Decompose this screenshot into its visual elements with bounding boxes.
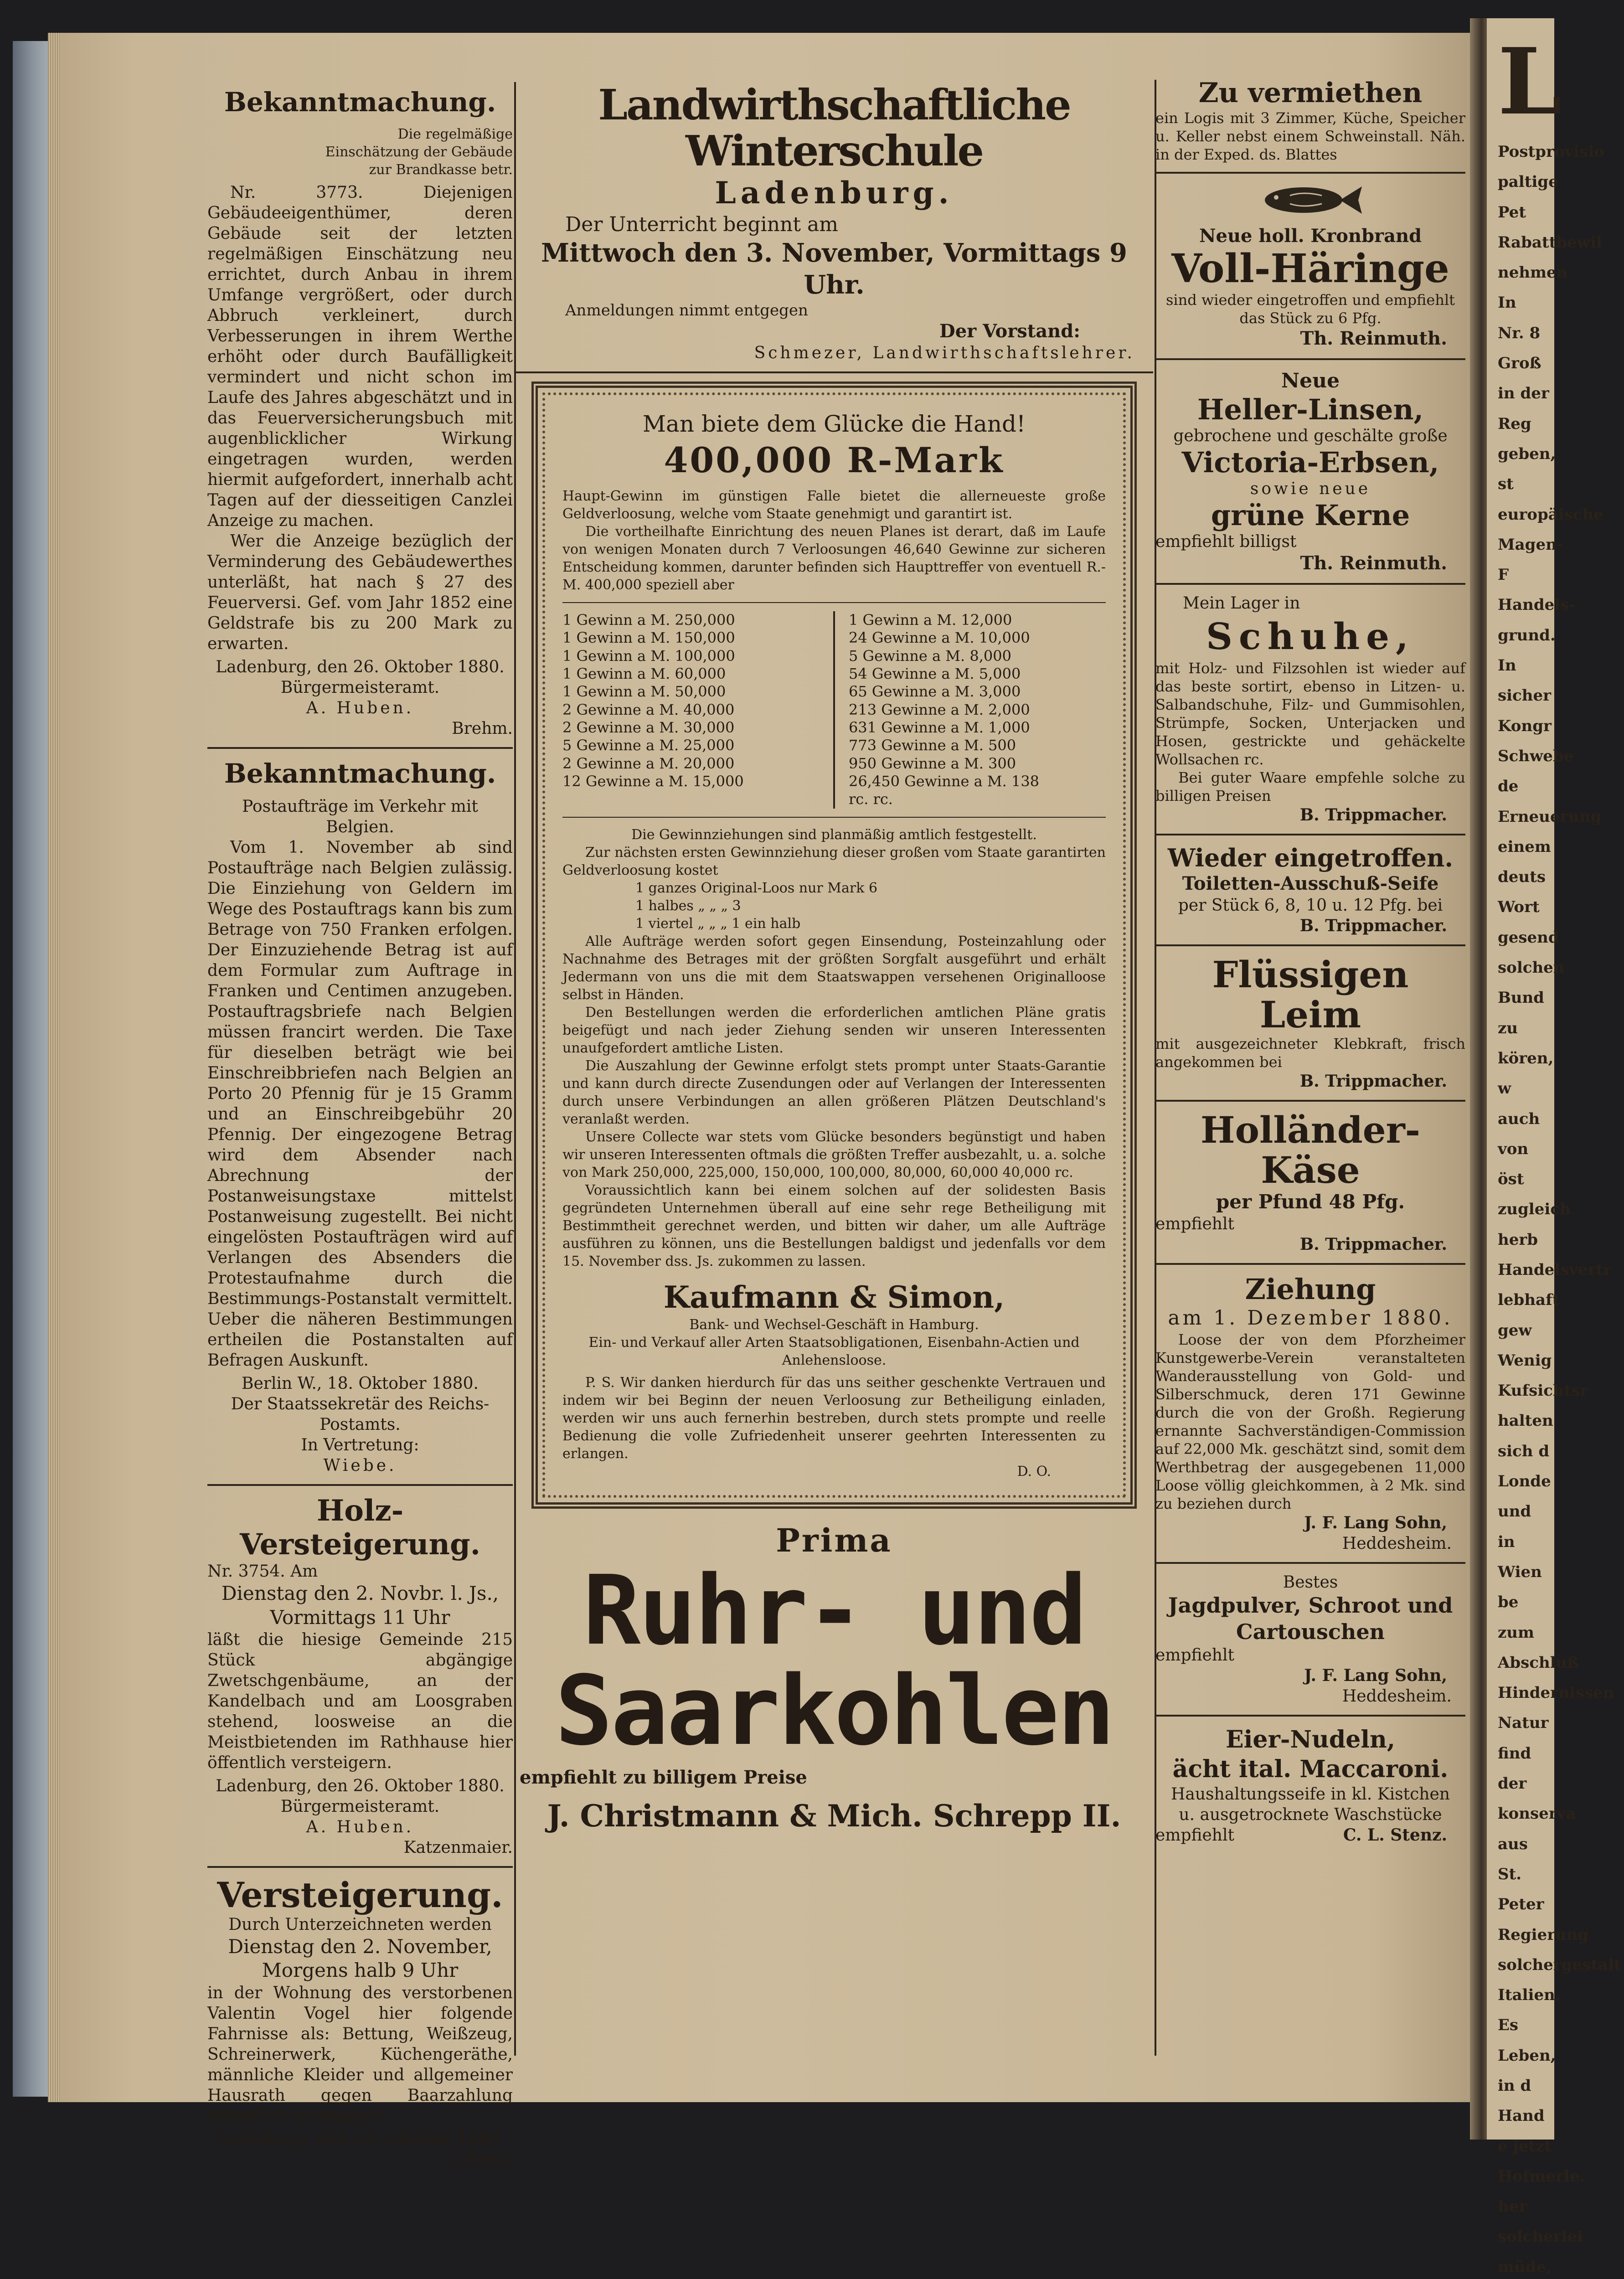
- cheese-line: per Pfund 48 Pfg.: [1216, 1190, 1405, 1213]
- next-page-line: Hofmerle.: [1498, 2167, 1585, 2186]
- next-page-line: lebhaft gew: [1498, 1291, 1560, 1340]
- next-page-line: Rabattbewil: [1498, 233, 1602, 252]
- lottery-price: 1 halbes „ „ „ 3: [635, 897, 741, 914]
- next-page-line: halten sich d: [1498, 1412, 1553, 1460]
- notice-date: Ladenburg, den 26. Oktober 1880.: [216, 1777, 505, 1796]
- notice-body: Nr. 3773. Diejenigen Gebäudeeigenthümer, deren Gebäude seit der letzten regelmäßigen Einschätzung neu errichtet, durch Anbau in ihrem Umfange vergrößert, oder durch Abbruch verkleinert, durch Verbesserungen in ihrem Werthe erhöht oder durch Baufälligkeit vermindert und nicht schon im Laufe des Jahres abgeschätzt und in das Feuerversicherungsbuch mit augenblicklicher Wirkung eingetragen wurden, werden hiermit aufgefordert, innerhalb acht Tagen auf der diesseitigen Canzlei Anzeige zu machen.: [207, 183, 513, 530]
- prize-row: 2 Gewinne a M. 30,000: [562, 719, 735, 737]
- powder-signer: J. F. Lang Sohn,: [1304, 1666, 1447, 1686]
- prize-row: 1 Gewinn a M. 250,000: [562, 611, 735, 629]
- lottery-headline: Man biete dem Glücke die Hand!: [642, 411, 1026, 438]
- next-page-line: paltige Pet: [1498, 173, 1558, 222]
- lottery-ad: [531, 382, 1137, 1509]
- prize-row: 950 Gewinne a M. 300: [849, 754, 1016, 772]
- lottery-firm: Kaufmann & Simon,: [663, 1279, 1005, 1315]
- divider: [1155, 1100, 1465, 1102]
- prize-row: 773 Gewinne a M. 500: [849, 737, 1016, 754]
- legumes-title: Victoria-Erbsen,: [1181, 445, 1439, 479]
- powder-line: Bestes: [1283, 1573, 1338, 1592]
- cheese-title: Holländer-Käse: [1201, 1108, 1420, 1191]
- divider: [1155, 1263, 1465, 1265]
- next-page-line: Hand e jetzt: [1498, 2107, 1552, 2155]
- legumes-line: sowie neue: [1250, 480, 1371, 499]
- lottery-intro: Haupt-Gewinn im günstigen Falle bietet die allerneueste große Geldverloosung, welche vom Staate genehmigt und garantirt ist.: [562, 488, 1106, 522]
- school-line: Der Unterricht beginnt am: [565, 212, 839, 236]
- notice-when: Vormittags 11 Uhr: [270, 1606, 450, 1629]
- notice-office: Der Staatssekretär des Reichs-Postamts.: [231, 1395, 490, 1434]
- next-page-line: L: [1498, 28, 1562, 135]
- prize-row: 26,450 Gewinne a M. 138: [849, 773, 1040, 790]
- lottery-ps-sign: D. O.: [1017, 1464, 1051, 1480]
- next-page-line: zum Abschluß: [1498, 1623, 1579, 1672]
- lottery-intro: Die vortheilhafte Einrichtung des neuen Planes ist derart, daß im Laufe von wenigen Monaten durch 7 Verloosungen 46,640 Gewinne zur sicheren Entscheidung kommen, darunter befinden sich Haupttreffer von eventuell R.-M. 400,000 speziell aber: [562, 523, 1106, 593]
- next-page-line: Handelsvertr: [1498, 1260, 1612, 1279]
- notice-office: Bürgermeisteramt.: [280, 678, 440, 697]
- legumes-line: empfiehlt billigst: [1155, 532, 1297, 552]
- next-page-line: Londe und: [1498, 1472, 1551, 1521]
- draw-body: Loose der von dem Pforzheimer Kunstgewerbe-Verein veranstalteten Wanderausstellung von Gold- und Silberschmuck, deren 171 Gewinne durch die von der Großh. Regierung ernannte Sachverständigen-Commission auf 22,000 Mk. geschätzt sind, somit dem Werthbetrag der ausgegebenen 11,000 Loose völlig gleichkommen, à 2 Mk. sind zu beziehen durch: [1155, 1331, 1465, 1513]
- next-page-line: Groß: [1498, 354, 1542, 373]
- lottery-text: Zur nächsten ersten Gewinnziehung dieser großen vom Staate garantirten Geldverloosung kostet: [562, 844, 1106, 878]
- notice-deputy: In Vertretung:: [301, 1436, 419, 1454]
- next-page-line: Erneuerung: [1498, 807, 1602, 826]
- next-page-line: zugleich herb: [1498, 1200, 1571, 1249]
- prize-list-right: [849, 611, 1106, 809]
- school-title: Landwirthschaftliche Winterschule: [598, 80, 1070, 176]
- notice-date: Ladenburg, den 26. Oktober 1880.: [216, 657, 505, 676]
- next-page-line: Handels-: [1498, 596, 1576, 614]
- shoes-body: Bei guter Waare empfehle solche zu billigen Preisen: [1155, 769, 1465, 805]
- prize-row: 12 Gewinne a M. 15,000: [562, 773, 744, 790]
- coal-sellers: J. Christmann & Mich. Schrepp II.: [547, 1798, 1121, 1834]
- lottery-firm-sub: Ein- und Verkauf aller Arten Staatsobligationen, Eisenbahn-Actien und Anlehensloose.: [588, 1335, 1080, 1369]
- noodles-signer: C. L. Stenz.: [1343, 1825, 1447, 1845]
- soap-title: Wieder eingetroffen.: [1167, 843, 1454, 873]
- noodles-title: ächt ital. Maccaroni.: [1172, 1755, 1449, 1784]
- divider: [562, 817, 1106, 818]
- notice-body: Vom 1. November ab sind Postaufträge nach Belgien zulässig. Die Einziehung von Geldern im Wege des Postauftrags kann bis zum Betrage von 750 Franken erfolgen. Der Einzuziehende Betrag ist auf dem Formular zum Auftrage in Franken und Centimen anzugeben. Postauftragsbriefe nach Belgien müssen francirt werden. Die Taxe für dieselben beträgt wie bei Einschreibbriefen nach Belgien an Porto 20 Pfennig für je 15 Gramm und an Einschreibgebühr 20 Pfennig. Der eingezogene Betrag wird dem Absender nach Abrechnung der Postanweisungstaxe mittelst Postanweisung zugestellt. Bei nicht eingelösten Postaufträgen wird auf Verlangen des Absenders die Protestaufnahme durch die Bestimmungs-Postanstalt vermittelt. Ueber die näheren Bestimmungen ertheilen die Postanstalten auf Befragen Auskunft.: [207, 838, 513, 1370]
- draw-title: Ziehung: [1245, 1273, 1376, 1306]
- notice-body: läßt die hiesige Gemeinde 215 Stück abgängige Zwetschgenbäume, an der Kandelbach und am Loosgraben stehend, loosweise an die Meistbietenden im Rathhause hier öffentlich versteigern.: [207, 1630, 513, 1773]
- divider: [562, 602, 1106, 603]
- shoes-title: Schuhe,: [1206, 615, 1415, 658]
- coal-sub: empfiehlt zu billigem Preise: [520, 1766, 807, 1788]
- lottery-amount: 400,000 R-Mark: [664, 439, 1005, 480]
- notice-title: Bekanntmachung.: [224, 758, 496, 789]
- prize-row: 24 Gewinne a M. 10,000: [849, 629, 1030, 647]
- prize-row: rc. rc.: [849, 790, 893, 808]
- noodles-line: u. ausgetrocknete Waschstücke: [1179, 1805, 1442, 1825]
- notice-title: Versteigerung.: [239, 1527, 481, 1562]
- powder-title: Jagdpulver, Schroot und: [1168, 1593, 1453, 1618]
- divider: [1155, 358, 1465, 360]
- next-page-line: auch von öst: [1498, 1109, 1540, 1189]
- powder-line: empfiehlt: [1155, 1646, 1234, 1665]
- notice-intro: Durch Unterzeichneten werden: [228, 1915, 492, 1934]
- notice-date: Berlin W., 18. Oktober 1880.: [242, 1374, 479, 1393]
- legumes-line: Neue: [1281, 369, 1340, 392]
- lottery-text: Alle Aufträge werden sofort gegen Einsendung, Posteinzahlung oder Nachnahme des Betrages mit der größten Sorgfalt ausgeführt und erhält Jedermann von uns die mit dem Staatswappen versehenen Originalloose selbst in Händen.: [562, 933, 1106, 1003]
- prize-row: 54 Gewinne a M. 5,000: [849, 665, 1021, 682]
- school-place: Ladenburg.: [715, 175, 954, 211]
- herring-title: Voll-Häringe: [1171, 246, 1449, 292]
- notice-body: in der Wohnung des verstorbenen Valentin Vogel hier folgende Fahrnisse als: Bettung, Weißzeug, Schreinerwerk, Küchengeräthe, männliche Kleider und allgemeiner Hausrath gegen Baarzahlung öffentlich versteigert.: [207, 1983, 513, 2125]
- next-page-line: der konserva: [1498, 1774, 1576, 1823]
- lottery-text: Voraussichtlich kann bei einem solchen auf der solidesten Basis gegründeten Unternehmen überall auf eine sehr rege Betheiligung mit Bestimmtheit gerechnet werden, und bitten wir daher, um alle Aufträge ausführen zu können, uns die Bestellungen baldigst und jedenfalls vor dem 15. November dss. Js. zukommen zu lassen.: [562, 1182, 1106, 1269]
- next-page-line: Hindernissen: [1498, 1684, 1614, 1702]
- herring-signer: Th. Reinmuth.: [1300, 327, 1447, 349]
- school-board: Der Vorstand:: [939, 320, 1080, 342]
- glue-title: Flüssigen Leim: [1212, 953, 1409, 1036]
- notice-clerk: Katzenmaier.: [403, 1838, 513, 1857]
- fish-icon: [1258, 182, 1363, 218]
- prize-row: 213 Gewinne a M. 2,000: [849, 701, 1030, 718]
- prize-row: 1 Gewinn a M. 12,000: [849, 611, 1012, 629]
- divider: [1155, 172, 1465, 174]
- herring-body: sind wieder eingetroffen und empfiehlt das Stück zu 6 Pfg.: [1165, 291, 1455, 327]
- column-2: [515, 82, 1153, 1835]
- divider: [515, 371, 1153, 373]
- school-date: Mittwoch den 3. November, Vormittags 9 Uhr.: [541, 237, 1127, 300]
- next-page-line: in Wien be: [1498, 1532, 1542, 1612]
- next-page-line: her solcherlei: [1498, 2197, 1583, 2246]
- next-page-line: Wenig: [1498, 1351, 1552, 1370]
- next-page-line: nehmen In: [1498, 263, 1568, 312]
- next-page-line: solchen Bund: [1498, 959, 1565, 1007]
- notice-nr: Nr. 3754. Am: [207, 1562, 318, 1581]
- next-page-line: Kufsichtsr: [1498, 1382, 1588, 1400]
- notice-signer: J. Benz.: [451, 2150, 513, 2169]
- divider: [1155, 583, 1465, 585]
- next-page-line: aus St. Peter: [1498, 1835, 1544, 1914]
- next-page-line: Magen-F: [1498, 535, 1563, 584]
- notice-signer: A. Huben.: [306, 698, 414, 717]
- column-1: [207, 82, 513, 2170]
- next-page-line: Natur find: [1498, 1714, 1549, 1763]
- prize-row: 1 Gewinn a M. 100,000: [562, 647, 735, 665]
- lottery-ps: P. S. Wir danken hierdurch für das uns seither geschenkte Vertrauen und indem wir bei Beginn der neuen Verloosung zur Betheiligung einladen, werden wir uns auch fernerhin bestreben, durch stets prompte und reelle Bedienung die volle Zufriedenheit unserer geehrten Interessenten zu erlangen.: [562, 1375, 1106, 1462]
- notice-date: Ladenburg, den 29. Oktober 1880.: [216, 2129, 505, 2149]
- next-page-line: solchergestalt: [1498, 1955, 1621, 1974]
- powder-title: Cartouschen: [1236, 1619, 1385, 1644]
- notice-signer: Wiebe.: [323, 1456, 397, 1475]
- lottery-price: 1 viertel „ „ „ 1 ein halb: [635, 915, 801, 932]
- prize-row: 65 Gewinne a M. 3,000: [849, 683, 1021, 701]
- notice-signer: A. Huben.: [306, 1818, 414, 1837]
- next-page-line: Nr. 8: [1498, 324, 1541, 342]
- next-page-line: Italien. Es: [1498, 1986, 1561, 2035]
- notice-when: Morgens halb 9 Uhr: [262, 1959, 459, 1982]
- school-line: Anmeldungen nimmt entgegen: [565, 301, 808, 320]
- cheese-signer: B. Trippmacher.: [1299, 1235, 1447, 1254]
- coal-prima: Prima: [776, 1521, 892, 1560]
- noodles-line: empfiehlt: [1155, 1826, 1234, 1845]
- next-page-line: geben, st: [1498, 444, 1556, 494]
- herring-line: Neue holl. Kronbrand: [1199, 225, 1422, 247]
- notice-title: Bekanntmachung.: [224, 87, 496, 118]
- notice-body: Wer die Anzeige bezüglich der Verminderung des Gebäudewerthes unterläßt, hat nach § 27 des Feuerversi. Gef. vom Jahr 1852 eine Geldstrafe bis zu 200 Mark zu erwarten.: [207, 531, 513, 653]
- next-page-line: müde,: [1498, 2258, 1552, 2276]
- soap-signer: B. Trippmacher.: [1299, 916, 1447, 935]
- notice-when: Dienstag den 2. November,: [228, 1935, 492, 1958]
- prize-row: 5 Gewinne a M. 25,000: [562, 737, 735, 754]
- coal-title: Ruhr- und: [583, 1554, 1085, 1666]
- divider: [1155, 944, 1465, 946]
- rent-title: Zu vermiethen: [1198, 77, 1423, 109]
- rent-body: ein Logis mit 3 Zimmer, Küche, Speicher u. Keller nebst einem Schweinstall. Näh. in der Exped. ds. Blattes: [1155, 109, 1465, 163]
- next-page-line: in der Reg: [1498, 384, 1549, 433]
- notice-clerk: Brehm.: [452, 719, 513, 738]
- legumes-title: Heller-Linsen,: [1197, 392, 1424, 426]
- notice-title: Versteigerung.: [217, 1875, 503, 1916]
- next-page-line: Schwebe de: [1498, 747, 1574, 796]
- notice-subject: Die regelmäßige Einschätzung der Gebäude zur Brandkasse betr.: [325, 126, 513, 178]
- prize-row: 5 Gewinne a M. 8,000: [849, 647, 1011, 665]
- next-page-line: grund. In: [1498, 626, 1556, 675]
- notice-when: Dienstag den 2. Novbr. l. Js.,: [221, 1582, 499, 1605]
- lottery-text: Den Bestellungen werden die erforderlichen amtlichen Pläne gratis beigefügt und nach jeder Ziehung senden wir unseren Interessenten unaufgefordert amtliche Listen.: [562, 1004, 1106, 1056]
- coal-title: Saarkohlen: [555, 1655, 1114, 1767]
- divider: [1155, 1562, 1465, 1564]
- notice-title: Holz-: [316, 1494, 404, 1528]
- page-edge: [48, 33, 60, 2102]
- prize-table: [562, 611, 1106, 809]
- prize-row: 2 Gewinne a M. 20,000: [562, 754, 735, 772]
- draw-signer: J. F. Lang Sohn,: [1304, 1513, 1447, 1533]
- next-page-line: europäische: [1498, 505, 1603, 524]
- prize-row: 1 Gewinn a M. 60,000: [562, 665, 726, 682]
- divider: [1155, 1715, 1465, 1717]
- lottery-price: 1 ganzes Original-Loos nur Mark 6: [635, 880, 878, 896]
- book-gutter: [1470, 18, 1489, 2140]
- soap-line: Toiletten-Ausschuß-Seife: [1182, 872, 1439, 894]
- lottery-text: Die Gewinnziehungen sind planmäßig amtlich festgestellt.: [631, 826, 1037, 843]
- shoes-line: Mein Lager in: [1183, 594, 1300, 613]
- next-page-line: Wort gesend: [1498, 898, 1559, 947]
- next-page-line: sicher Kongr: [1498, 686, 1552, 735]
- legumes-line: gebrochene und geschälte große: [1173, 426, 1448, 445]
- divider: [1155, 834, 1465, 835]
- next-page-line: Regierung: [1498, 1925, 1589, 1944]
- legumes-title: grüne Kerne: [1211, 499, 1410, 532]
- divider: [207, 747, 513, 749]
- soap-line: per Stück 6, 8, 10 u. 12 Pfg. bei: [1178, 896, 1443, 915]
- glue-body: mit ausgezeichneter Klebkraft, frisch angekommen bei: [1155, 1035, 1465, 1071]
- lottery-text: Die Auszahlung der Gewinne erfolgt stets prompt unter Staats-Garantie und kann durch directe Zusendungen oder auf Verlangen der Interessenten durch unsere Verbindungen an allen größeren Plätzen Deutschland's veranlaßt werden.: [562, 1057, 1106, 1127]
- lottery-firm-sub: Bank- und Wechsel-Geschäft in Hamburg.: [689, 1317, 979, 1333]
- school-teacher: Schmezer, Landwirthschaftslehrer.: [754, 344, 1135, 363]
- next-page-fragment: [1487, 18, 1621, 2276]
- noodles-title: Eier-Nudeln,: [1226, 1726, 1395, 1754]
- prize-row: 1 Gewinn a M. 50,000: [562, 683, 726, 701]
- prize-row: 631 Gewinne a M. 1,000: [849, 719, 1030, 737]
- draw-place: Heddesheim.: [1342, 1534, 1452, 1553]
- notice-subject: Postaufträge im Verkehr mit Belgien.: [242, 797, 478, 836]
- next-page-line: Postprovisio: [1498, 143, 1604, 161]
- glue-signer: B. Trippmacher.: [1299, 1071, 1447, 1091]
- legumes-signer: Th. Reinmuth.: [1300, 552, 1447, 574]
- draw-date: am 1. Dezember 1880.: [1168, 1306, 1453, 1330]
- notice-office: Bürgermeisteramt.: [280, 1797, 440, 1816]
- divider: [207, 1866, 513, 1868]
- prize-list-left: [562, 611, 820, 809]
- shoes-signer: B. Trippmacher.: [1299, 805, 1447, 825]
- prize-table-rule: [833, 611, 835, 809]
- cheese-line: empfiehlt: [1155, 1215, 1234, 1234]
- next-page-line: zu kören, w: [1498, 1019, 1554, 1098]
- book-binding: [13, 41, 52, 2097]
- powder-place: Heddesheim.: [1342, 1687, 1452, 1706]
- shoes-body: mit Holz- und Filzsohlen ist wieder auf das beste sortirt, ebenso in Litzen- u. Salbandschuhe, Filz- und Gummisohlen, Strümpfe, Socken, Unterjacken und Hosen, gestrickte und gehäckelte Wollsachen rc.: [1155, 660, 1465, 768]
- next-page-line: einem deuts: [1498, 837, 1551, 887]
- column-3: [1155, 77, 1465, 1846]
- prize-row: 2 Gewinne a M. 40,000: [562, 701, 735, 718]
- next-page-line: Leben, in d: [1498, 2046, 1556, 2095]
- prize-row: 1 Gewinn a M. 150,000: [562, 629, 735, 647]
- noodles-line: Haushaltungsseife in kl. Kistchen: [1171, 1785, 1450, 1804]
- divider: [207, 1484, 513, 1486]
- lottery-text: Unsere Collecte war stets vom Glücke besonders begünstigt und haben wir unseren Interessenten oftmals die größten Treffer ausbezahlt, u. a. solche von Mark 250,000, 225,000, 150,000, 100,000, 80,000, 60,000 40,000 rc.: [562, 1129, 1106, 1181]
